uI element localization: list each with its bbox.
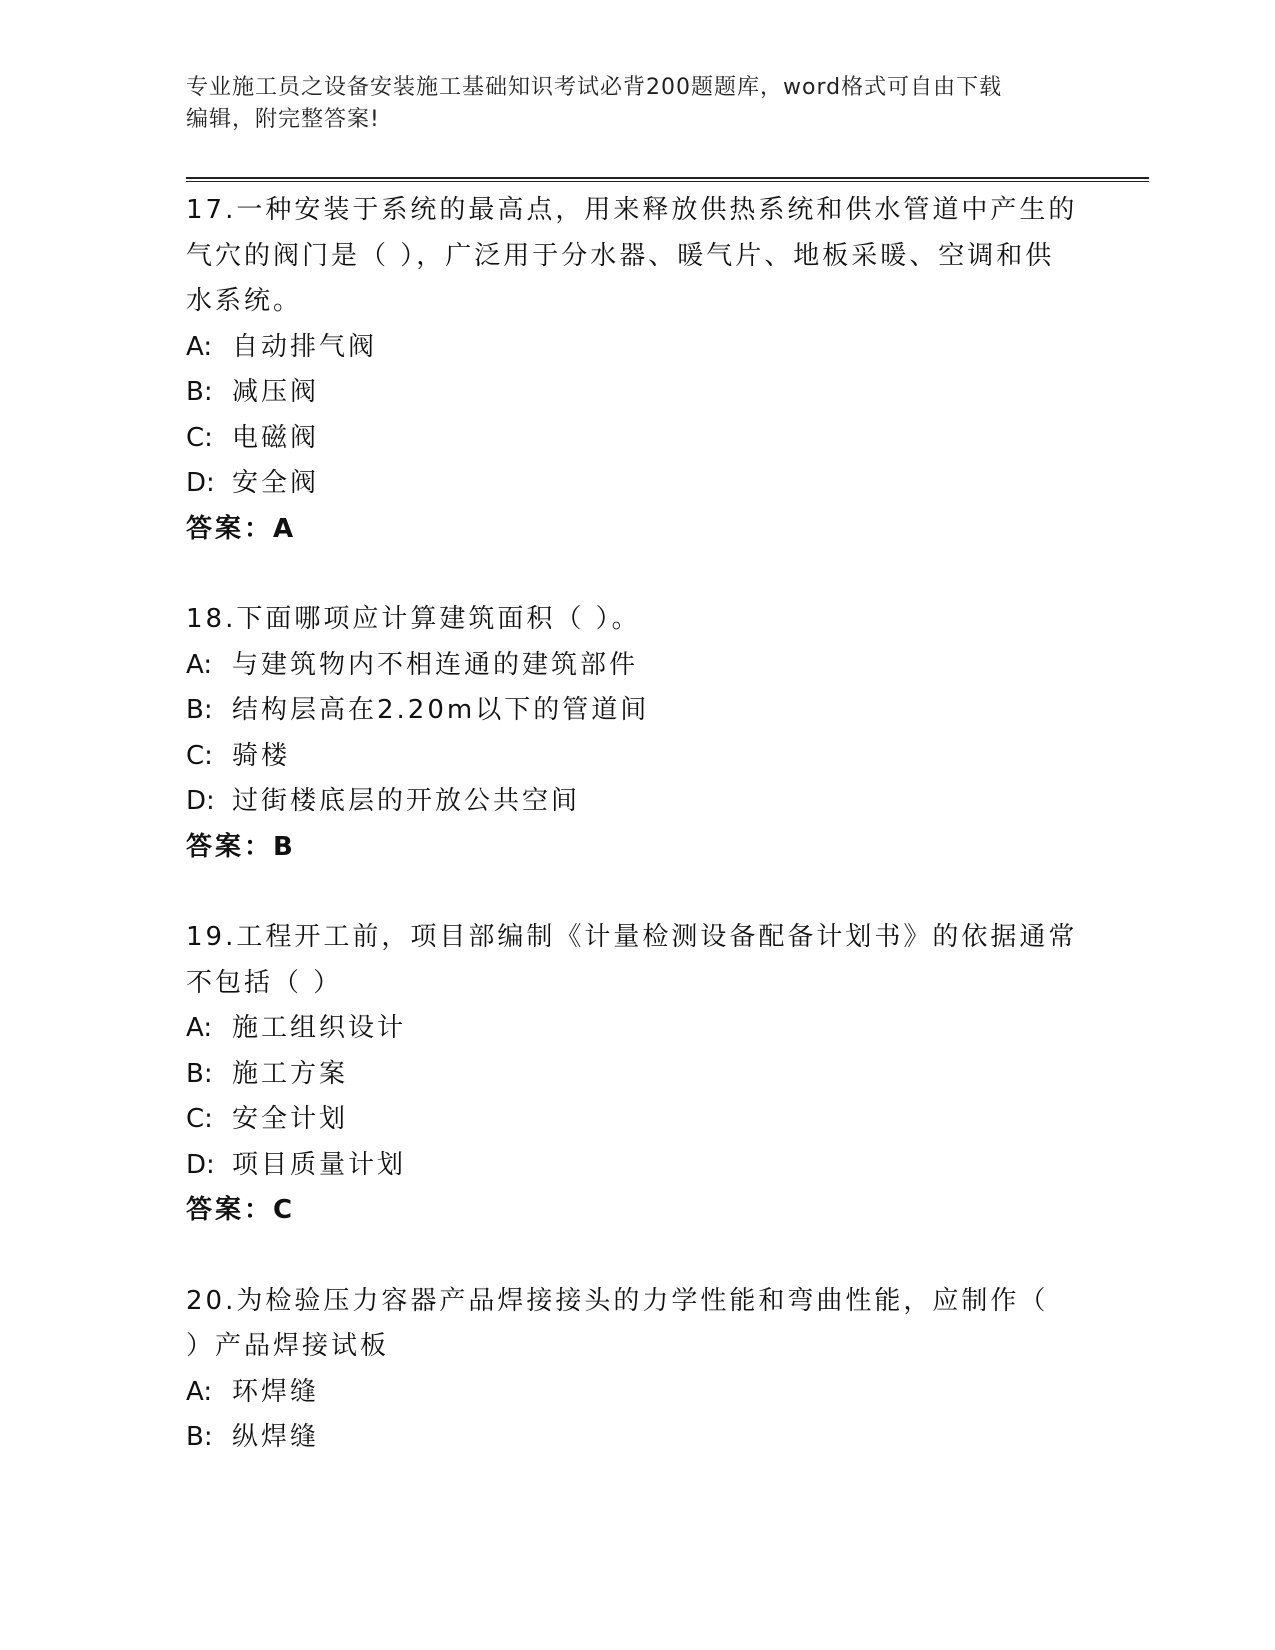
question-17 [186, 188, 1086, 552]
option-text: 环焊缝 [232, 1376, 320, 1407]
option-text: 减压阀 [232, 377, 320, 407]
option-letter: B: [186, 377, 213, 407]
question-list [186, 188, 1086, 1506]
answer-line: 答案：B [186, 831, 296, 862]
option-d [186, 779, 1086, 825]
question-19 [186, 915, 1086, 1234]
question-stem-line: 19.工程开工前，项目部编制《计量检测设备配备计划书》的依据通常 [186, 922, 1078, 952]
question-stem-line: 17.一种安装于系统的最高点，用来释放供热系统和供水管道中产生的 [186, 195, 1078, 225]
option-text: 电磁阀 [232, 422, 320, 453]
option-text: 结构层高在2.20m以下的管道间 [232, 695, 650, 725]
answer-line: 答案：C [186, 1195, 296, 1225]
option-text: 安全计划 [232, 1104, 349, 1134]
option-letter: C: [186, 1104, 213, 1134]
option-text: 与建筑物内不相连通的建筑部件 [232, 649, 639, 680]
header-divider [186, 177, 1149, 182]
header-line-1: 专业施工员之设备安装施工基础知识考试必背200题题库，word格式可自由下载 [186, 75, 1003, 100]
option-text: 安全阀 [232, 468, 320, 498]
option-letter: A: [186, 1013, 213, 1043]
question-stem-line: 不包括（ ） [186, 967, 343, 998]
option-a [186, 1370, 1086, 1416]
option-b [186, 370, 1086, 416]
option-a [186, 325, 1086, 371]
option-text: 自动排气阀 [232, 331, 378, 362]
question-stem-line: 气穴的阀门是（ ），广泛用于分水器、暖气片、地板采暖、空调和供 [186, 240, 1055, 271]
question-stem-line: 水系统。 [186, 286, 303, 316]
option-text: 施工方案 [232, 1058, 349, 1089]
option-letter: A: [186, 649, 213, 680]
option-text: 施工组织设计 [232, 1013, 407, 1043]
question-stem-line: ）产品焊接试板 [186, 1331, 390, 1361]
option-letter: D: [186, 786, 215, 816]
option-letter: B: [186, 695, 213, 725]
option-text: 项目质量计划 [232, 1149, 407, 1180]
question-20 [186, 1279, 1086, 1461]
option-letter: A: [186, 1376, 213, 1407]
question-stem-line: 18.下面哪项应计算建筑面积（ ）。 [186, 604, 641, 634]
option-text: 纵焊缝 [232, 1422, 320, 1452]
option-c [186, 734, 1086, 780]
option-c [186, 1097, 1086, 1143]
question-stem-line: 20.为检验压力容器产品焊接接头的力学性能和弯曲性能，应制作（ [186, 1285, 1049, 1316]
option-a [186, 1006, 1086, 1052]
option-letter: C: [186, 740, 213, 771]
option-letter: B: [186, 1422, 213, 1452]
answer-line: 答案：A [186, 513, 297, 544]
option-letter: B: [186, 1058, 213, 1089]
option-letter: C: [186, 422, 213, 453]
option-b [186, 688, 1086, 734]
option-letter: A: [186, 331, 213, 362]
option-b [186, 1415, 1086, 1461]
option-text: 骑楼 [232, 740, 291, 771]
option-text: 过街楼底层的开放公共空间 [232, 786, 581, 816]
document-header [186, 72, 1086, 136]
option-d [186, 461, 1086, 507]
option-c [186, 416, 1086, 462]
option-d [186, 1143, 1086, 1189]
option-letter: D: [186, 1149, 215, 1180]
question-18 [186, 597, 1086, 870]
option-a [186, 643, 1086, 689]
option-letter: D: [186, 468, 215, 498]
header-line-2: 编辑，附完整答案! [186, 107, 380, 132]
option-b [186, 1052, 1086, 1098]
